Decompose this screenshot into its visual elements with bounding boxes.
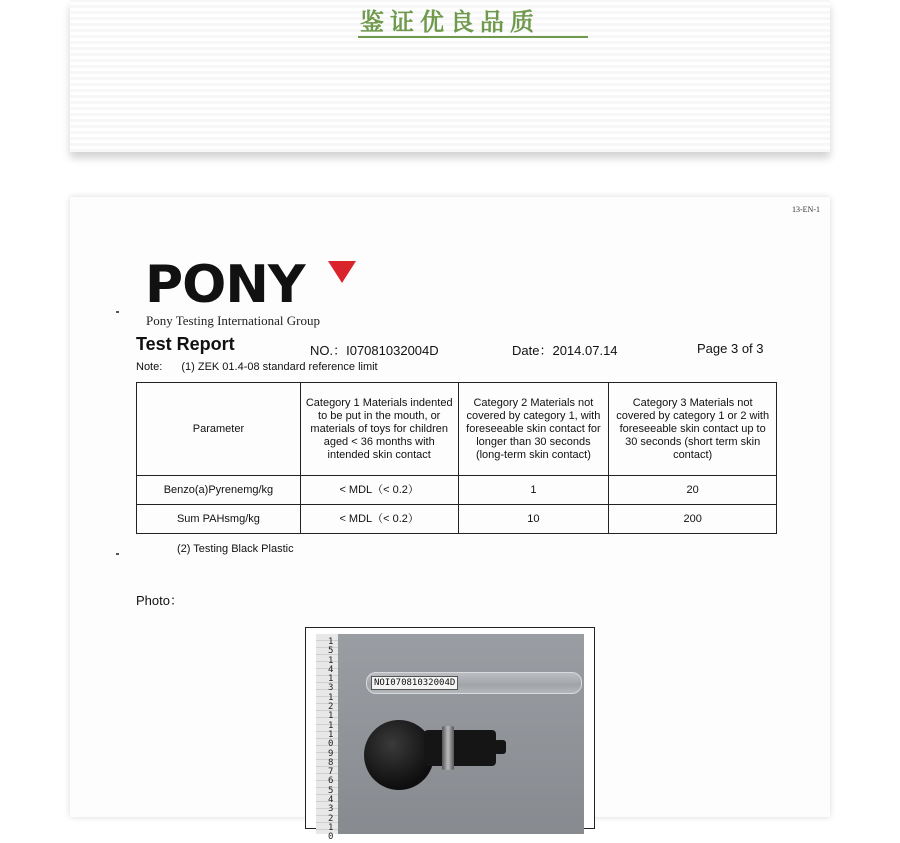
pony-logo: PONY — [145, 255, 305, 315]
table-cell: < MDL（< 0.2） — [300, 476, 458, 505]
table-cell: 1 — [458, 476, 609, 505]
report-number: NO.：I07081032004D — [310, 343, 439, 358]
report-page: Page 3 of 3 — [697, 341, 764, 356]
results-table — [136, 382, 777, 534]
note-label: Note: — [136, 361, 163, 373]
table-cell: Sum PAHsmg/kg — [137, 505, 301, 534]
logo-triangle-icon — [328, 261, 356, 283]
table-cell: < MDL（< 0.2） — [300, 505, 458, 534]
banner-title: 鉴证优良品质 — [360, 7, 540, 36]
ruler-icon — [316, 634, 338, 843]
table-cell: Benzo(a)Pyrenemg/kg — [137, 476, 301, 505]
margin-mark — [116, 553, 119, 555]
banner-underline — [358, 36, 588, 38]
logo-subtitle: Pony Testing International Group — [146, 313, 320, 328]
table-row — [137, 476, 777, 505]
ruler-digits: 1514131211109876543210 — [328, 637, 334, 843]
sample-photo — [316, 634, 584, 843]
document-code: 13-EN-1 — [792, 205, 820, 214]
note-testing-material: (2) Testing Black Plastic — [177, 543, 294, 555]
photo-frame — [305, 627, 595, 843]
header-category-1: Category 1 Materials indented to be put in the mouth, or materials of toys for children aged < 36 months with intended skin contact — [300, 383, 458, 476]
table-cell: 20 — [609, 476, 777, 505]
report-title: Test Report — [136, 334, 235, 354]
note-standard: (1) ZEK 01.4-08 standard reference limit — [181, 361, 378, 373]
table-cell: 10 — [458, 505, 609, 534]
header-category-3: Category 3 Materials not covered by category 1 or 2 with foreseeable skin contact up to 30 seconds (short term skin contact) — [609, 383, 777, 476]
header-category-2: Category 2 Materials not covered by category 1, with foreseeable skin contact for longer than 30 seconds (long-term skin contact) — [458, 383, 609, 476]
report-date: Date：2014.07.14 — [512, 343, 618, 358]
table-header-row — [137, 383, 777, 476]
sample-tip-icon — [494, 740, 506, 754]
test-report-document — [70, 197, 830, 843]
table-cell: 200 — [609, 505, 777, 534]
margin-mark — [116, 311, 119, 313]
sample-ring-icon — [442, 726, 454, 770]
note-line — [136, 361, 378, 373]
tube-label: NOI07081032004D — [371, 676, 458, 690]
test-tube-icon — [366, 672, 582, 694]
table-row — [137, 505, 777, 534]
sample-body-icon — [424, 730, 496, 766]
header-parameter: Parameter — [137, 383, 301, 476]
photo-label: Photo： — [136, 593, 183, 608]
